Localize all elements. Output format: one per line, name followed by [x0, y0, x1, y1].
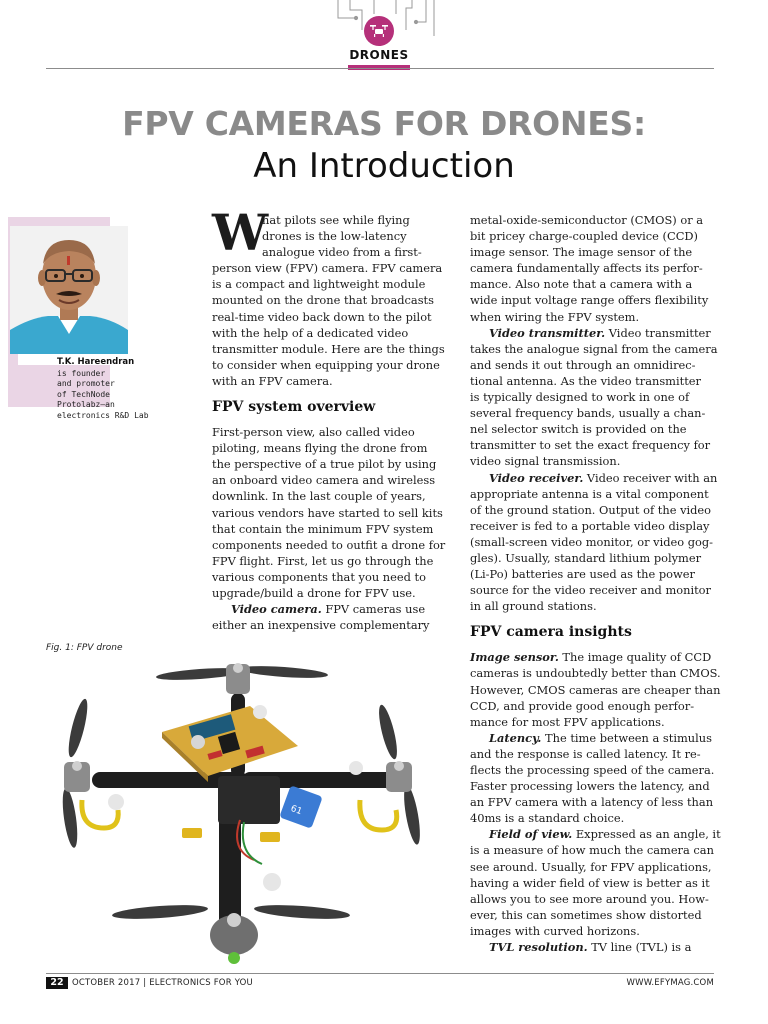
text-run: FPV cameras use [321, 602, 426, 617]
page-number: 22 [46, 977, 68, 989]
text-line: is typically designed to work in one of [470, 390, 690, 405]
section-heading: FPV system overview [212, 399, 376, 416]
text-line: person view (FPV) camera. FPV camera [212, 261, 443, 276]
text-line: see around. Usually, for FPV applications, [470, 859, 712, 874]
text-line: nel selector switch is provided on the [470, 422, 687, 437]
article-title: FPV CAMERAS FOR DRONES: [122, 104, 646, 143]
text-line: hat pilots see while flying [262, 213, 410, 227]
text-line: cameras is undoubtedly better than CMOS. [470, 666, 721, 681]
text-line: of the ground station. Output of the video [470, 502, 712, 517]
text-line: real-time video back down to the pilot [212, 309, 432, 324]
run-in-heading: Video receiver. [489, 470, 584, 485]
text-line: Faster processing lowers the latency, and [470, 779, 710, 794]
text-line: an FPV camera with a latency of less than [470, 795, 714, 810]
text-line [470, 730, 714, 746]
text-line: various vendors have started to sell kits [212, 505, 443, 520]
text-line: tional antenna. As the video transmitter [470, 373, 701, 388]
text-run: The image quality of CCD [558, 650, 712, 665]
footer-website: WWW.EFYMAG.COM [626, 978, 714, 988]
bottom-rule [46, 973, 714, 974]
text-line: mance. Also note that a camera with a [470, 277, 693, 292]
author-bio-line: and promoter [57, 379, 115, 389]
author-name: T.K. Hareendran [57, 357, 135, 367]
text-line: that contain the minimum FPV system [212, 521, 434, 536]
author-photo [10, 226, 128, 354]
text-line: First-person view, also called video [212, 425, 415, 440]
text-line: in all ground stations. [470, 599, 597, 614]
footer-issue: OCTOBER 2017 | ELECTRONICS FOR YOU [72, 978, 253, 988]
text-line: and the response is called latency. It re- [470, 746, 701, 761]
text-line: an onboard video camera and wireless [212, 473, 436, 488]
text-line [470, 325, 714, 341]
body-column-2 [470, 212, 721, 955]
text-line: to consider when equipping your drone [212, 357, 440, 372]
text-line: ever, this can sometimes show distorted [470, 907, 702, 922]
text-line: with an FPV camera. [212, 373, 333, 388]
run-in-heading: TVL resolution. [489, 940, 588, 955]
author-bio-line: is founder [57, 369, 106, 378]
text-run: Video transmitter [605, 325, 711, 340]
text-line: the perspective of a true pilot by using [212, 457, 437, 472]
text-run: TV line (TVL) is a [587, 940, 692, 955]
text-run: The time between a stimulus [541, 730, 712, 745]
text-line: FPV flight. First, let us go through the [212, 553, 434, 568]
text-line [470, 939, 714, 955]
text-line: CCD, and provide good enough perfor- [470, 698, 695, 713]
text-line: bit pricey charge-coupled device (CCD) [470, 229, 698, 244]
section-heading: FPV camera insights [470, 624, 632, 641]
run-in-heading: Video camera. [231, 602, 322, 617]
text-line: is a measure of how much the camera can [470, 843, 714, 858]
text-line: allows you to see more around you. How- [470, 891, 709, 906]
text-line: However, CMOS cameras are cheaper than [470, 682, 721, 697]
text-line: receiver is fed to a portable video display [470, 518, 710, 533]
text-line: having a wider field of view is better as it [470, 875, 710, 890]
text-line: is a compact and lightweight module [212, 277, 426, 292]
article-subtitle: An Introduction [253, 146, 515, 186]
author-bio [57, 369, 157, 421]
text-line: analogue video from a first- [262, 245, 422, 260]
author-bio-line: of TechNode [57, 389, 110, 399]
text-run: Expressed as an angle, it [572, 827, 721, 842]
text-line [212, 601, 452, 617]
text-line: drones is the low-latency [262, 229, 407, 244]
text-line: wide input voltage range offers flexibility [470, 293, 709, 308]
body-column-1 [212, 203, 452, 633]
text-line [470, 649, 714, 665]
text-line: piloting, means flying the drone from [212, 441, 428, 456]
text-line: gles). Usually, standard lithium polymer [470, 550, 702, 565]
figure-caption: Fig. 1: FPV drone [46, 643, 123, 653]
drone-icon [364, 16, 394, 46]
text-run: Video receiver with an [583, 470, 718, 485]
text-line: 40ms is a standard choice. [470, 811, 625, 826]
text-line: several frequency bands, usually a chan- [470, 406, 706, 421]
section-label: DRONES [349, 48, 409, 62]
text-line: transmitter module. Here are the things [212, 341, 445, 356]
text-line [470, 470, 718, 486]
text-line: flects the processing speed of the camera. [470, 763, 715, 777]
run-in-heading: Field of view. [489, 827, 573, 842]
text-line: upgrade/build a drone for FPV use. [212, 585, 416, 600]
text-line: when wiring the FPV system. [470, 309, 640, 324]
text-line: source for the video receiver and monitor [470, 583, 711, 598]
text-line: either an inexpensive complementary [212, 618, 430, 633]
text-line: image sensor. The image sensor of the [470, 245, 693, 260]
text-line: (small-screen video monitor, or video gog- [470, 534, 714, 549]
text-line: various components that you need to [212, 569, 426, 584]
text-line: camera fundamentally affects its perfor- [470, 261, 703, 276]
text-line: video signal transmission. [470, 454, 621, 469]
author-bio-line: Protolabz—an [57, 400, 115, 410]
text-line: mounted on the drone that broadcasts [212, 293, 434, 308]
run-in-heading: Video transmitter. [489, 325, 606, 340]
fpv-drone-image [40, 650, 460, 970]
text-line: with the help of a dedicated video [212, 325, 409, 340]
text-line: takes the analogue signal from the camera [470, 341, 718, 356]
text-line [470, 826, 721, 842]
text-line: mance for most FPV applications. [470, 714, 665, 729]
text-line: and sends it out through an omnidirec- [470, 357, 696, 372]
text-line: images with curved horizons. [470, 923, 640, 938]
text-line: components needed to outfit a drone for [212, 537, 446, 552]
text-line: transmitter to set the exact frequency for [470, 438, 711, 453]
svg-text:61: 61 [289, 803, 304, 818]
author-bio-line: electronics R&D Lab [57, 410, 149, 420]
drop-cap: W [212, 203, 269, 262]
text-line: appropriate antenna is a vital component [470, 486, 709, 501]
text-line: (Li-Po) batteries are used as the power [470, 567, 695, 582]
run-in-heading: Latency. [489, 730, 542, 745]
top-rule [46, 68, 714, 69]
run-in-heading: Image sensor. [470, 650, 559, 665]
text-line: downlink. In the last couple of years, [212, 489, 426, 504]
text-line: metal-oxide-semiconductor (CMOS) or a [470, 213, 704, 227]
